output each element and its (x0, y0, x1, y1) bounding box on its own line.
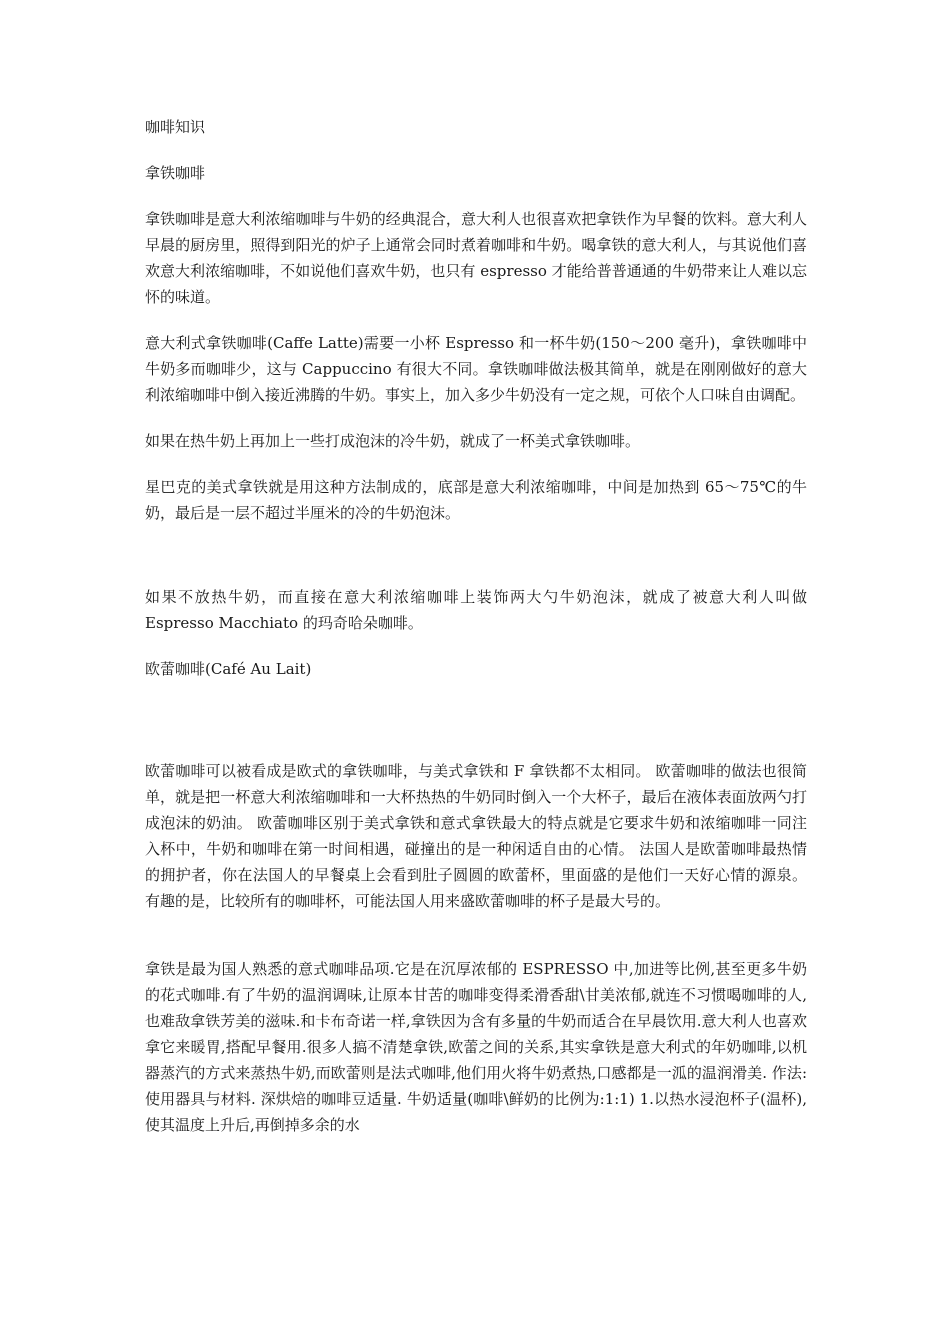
heading-au-lait: 欧蕾咖啡(Café Au Lait) (145, 660, 312, 678)
heading-latte: 拿铁咖啡 (145, 164, 206, 182)
paragraph-caffe-latte: 意大利式拿铁咖啡(Caffe Latte)需要一小杯 Espresso 和一杯牛奶(150～200 毫升)，拿铁咖啡中牛奶多而咖啡少，这与 Cappuccino 有很大不同。拿铁咖啡做法极其简单，就是在刚刚做好的意大利浓缩咖啡中倒入接近沸腾的牛奶。事实上，加入多少牛奶没有一定之规，可依个人口味自由调配。 (145, 334, 807, 404)
document-body (145, 114, 807, 1138)
document-title: 咖啡知识 (145, 118, 206, 136)
paragraph-latte-details: 拿铁是最为国人熟悉的意式咖啡品项.它是在沉厚浓郁的 ESPRESSO 中,加进等比例,甚至更多牛奶的花式咖啡.有了牛奶的温润调味,让原本甘苦的咖啡变得柔滑香甜\甘美浓郁,就连不习惯喝咖啡的人,也难敌拿铁芳美的滋味.和卡布奇诺一样,拿铁因为含有多量的牛奶而适合在早晨饮用.意大利人也喜欢拿它来暖胃,搭配早餐用.很多人搞不清楚拿铁,欧蕾之间的关系,其实拿铁是意大利式的年奶咖啡,以机器蒸汽的方式来蒸热牛奶,而欧蕾则是法式咖啡,他们用火将牛奶煮热,口感都是一泒的温润滑美. 作法:使用器具与材料. 深烘焙的咖啡豆适量. 牛奶适量(咖啡\鲜奶的比例为:1:1) 1.以热水浸泡杯子(温杯),使其温度上升后,再倒掉多余的水 (145, 960, 807, 1134)
paragraph-macchiato: 如果不放热牛奶，而直接在意大利浓缩咖啡上装饰两大勺牛奶泡沫，就成了被意大利人叫做 Espresso Macchiato 的玛奇哈朵咖啡。 (145, 588, 807, 632)
paragraph-starbucks-latte: 星巴克的美式拿铁就是用这种方法制成的，底部是意大利浓缩咖啡，中间是加热到 65～75℃的牛奶，最后是一层不超过半厘米的冷的牛奶泡沫。 (145, 478, 807, 522)
paragraph-american-latte: 如果在热牛奶上再加上一些打成泡沫的冷牛奶，就成了一杯美式拿铁咖啡。 (145, 432, 641, 450)
paragraph-latte-intro: 拿铁咖啡是意大利浓缩咖啡与牛奶的经典混合，意大利人也很喜欢把拿铁作为早餐的饮料。意大利人早晨的厨房里，照得到阳光的炉子上通常会同时煮着咖啡和牛奶。喝拿铁的意大利人，与其说他们喜欢意大利浓缩咖啡，不如说他们喜欢牛奶，也只有 espresso 才能给普普通通的牛奶带来让人难以忘怀的味道。 (145, 210, 807, 306)
paragraph-au-lait: 欧蕾咖啡可以被看成是欧式的拿铁咖啡，与美式拿铁和 F 拿铁都不太相同。 欧蕾咖啡的做法也很简单，就是把一杯意大利浓缩咖啡和一大杯热热的牛奶同时倒入一个大杯子，最后在液体表面放两勺打成泡沫的奶油。 欧蕾咖啡区别于美式拿铁和意式拿铁最大的特点就是它要求牛奶和浓缩咖啡一同注入杯中，牛奶和咖啡在第一时间相遇，碰撞出的是一种闲适自由的心情。 法国人是欧蕾咖啡最热情的拥护者，你在法国人的早餐桌上会看到肚子圆圆的欧蕾杯，里面盛的是他们一天好心情的源泉。 有趣的是，比较所有的咖啡杯，可能法国人用来盛欧蕾咖啡的杯子是最大号的。 (145, 762, 807, 910)
